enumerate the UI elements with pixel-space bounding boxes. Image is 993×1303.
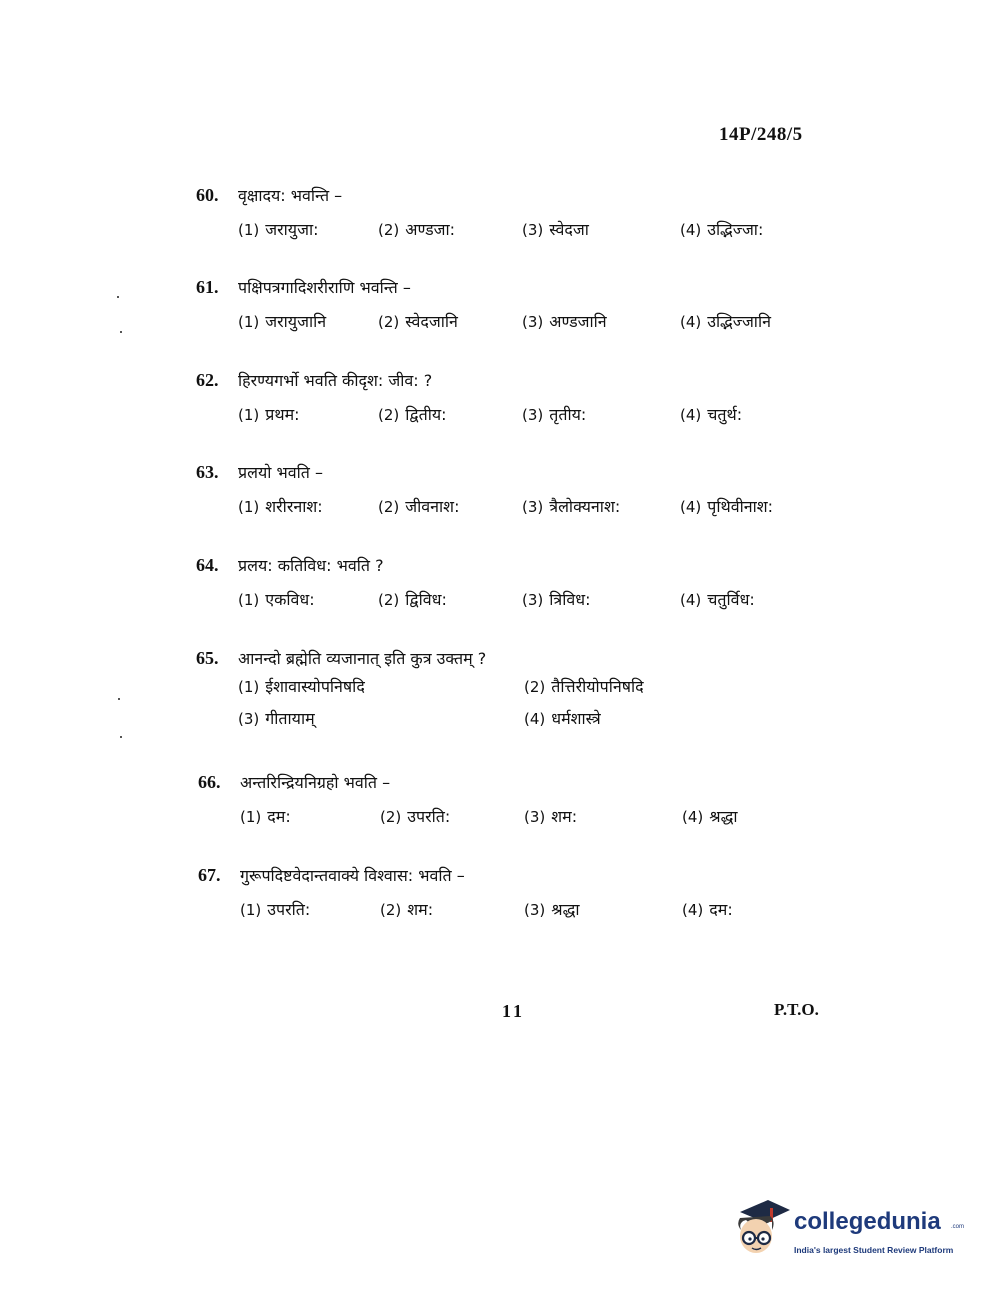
question-64 [196, 554, 846, 616]
option-4: (4) दम: [682, 900, 733, 919]
options-row [238, 675, 846, 707]
question-text: प्रलयो भवति – [238, 463, 323, 482]
options-row [238, 588, 846, 616]
option-1: (1) जरायुजानि [238, 312, 327, 331]
option-1: (1) उपरति: [240, 900, 311, 919]
question-text: अन्तरिन्द्रियनिग्रहो भवति – [240, 773, 391, 792]
option-2: (2) जीवनाश: [378, 497, 460, 516]
option-2: (2) तैत्तिरीयोपनिषदि [524, 677, 644, 696]
page-number: 11 [502, 1001, 526, 1021]
option-3: (3) गीतायाम् [238, 709, 315, 728]
collegedunia-logo [732, 1196, 965, 1266]
options-row [240, 898, 848, 926]
option-3: (3) स्वेदजा [522, 220, 589, 239]
margin-speck [118, 698, 120, 700]
option-2: (2) द्वितीय: [378, 405, 447, 424]
question-text: प्रलय: कतिविध: भवति ? [238, 556, 384, 575]
brand-tagline: India's largest Student Review Platform [794, 1245, 954, 1255]
question-61 [196, 276, 846, 338]
question-number: 62. [196, 370, 219, 390]
option-1: (1) एकविध: [238, 590, 315, 609]
margin-speck [120, 331, 122, 333]
option-3: (3) शम: [524, 807, 578, 826]
brand-domain: .com [951, 1224, 965, 1230]
option-4: (4) श्रद्धा [682, 807, 738, 826]
options-row [238, 403, 846, 431]
option-2: (2) उपरति: [380, 807, 451, 826]
option-3: (3) त्रैलोक्यनाश: [522, 497, 621, 516]
option-4: (4) चतुर्विध: [680, 590, 755, 609]
option-1: (1) शरीरनाश: [238, 497, 323, 516]
question-number: 67. [198, 865, 221, 885]
option-2: (2) स्वेदजानि [378, 312, 458, 331]
option-2: (2) अण्डजा: [378, 220, 456, 239]
option-2: (2) शम: [380, 900, 434, 919]
question-text: वृक्षादय: भवन्ति – [238, 186, 343, 205]
brand-name: collegedunia [794, 1208, 941, 1235]
option-1: (1) दम: [240, 807, 291, 826]
option-4: (4) पृथिवीनाश: [680, 497, 774, 516]
question-63 [196, 461, 846, 523]
question-65 [196, 647, 846, 739]
option-2: (2) द्विविध: [378, 590, 447, 609]
question-number: 65. [196, 648, 219, 668]
question-text: हिरण्यगर्भो भवति कीदृश: जीव: ? [238, 371, 433, 390]
question-number: 66. [198, 772, 221, 792]
question-number: 61. [196, 277, 219, 297]
options-row [238, 310, 846, 338]
option-4: (4) चतुर्थ: [680, 405, 743, 424]
question-number: 64. [196, 555, 219, 575]
option-4: (4) धर्मशास्त्रे [524, 709, 601, 728]
option-1: (1) जरायुजा: [238, 220, 319, 239]
question-66 [198, 771, 848, 833]
question-number: 60. [196, 185, 219, 205]
question-text: पक्षिपत्रगादिशरीराणि भवन्ति – [238, 278, 411, 297]
paper-code: 14P/248/5 [719, 124, 803, 145]
option-3: (3) श्रद्धा [524, 900, 580, 919]
option-1: (1) प्रथम: [238, 405, 300, 424]
option-3: (3) तृतीय: [522, 405, 587, 424]
pto-label: P.T.O. [774, 1000, 819, 1019]
options-row [238, 707, 846, 739]
option-1: (1) ईशावास्योपनिषदि [238, 677, 365, 696]
question-text: गुरूपदिष्टवेदान्तवाक्ये विश्वास: भवति – [240, 866, 465, 885]
question-60 [196, 184, 846, 246]
question-text: आनन्दो ब्रह्मेति व्यजानात् इति कुत्र उक्तम् ? [238, 649, 487, 668]
option-3: (3) त्रिविध: [522, 590, 591, 609]
option-3: (3) अण्डजानि [522, 312, 607, 331]
options-row [240, 805, 848, 833]
options-row [238, 495, 846, 523]
options-row [238, 218, 846, 246]
question-67 [198, 864, 848, 926]
option-4: (4) उद्भिज्जा: [680, 220, 764, 239]
student-mascot-icon [732, 1196, 790, 1258]
margin-speck [117, 296, 119, 298]
question-62 [196, 369, 846, 431]
margin-speck [120, 736, 122, 738]
option-4: (4) उद्भिज्जानि [680, 312, 771, 331]
question-number: 63. [196, 462, 219, 482]
